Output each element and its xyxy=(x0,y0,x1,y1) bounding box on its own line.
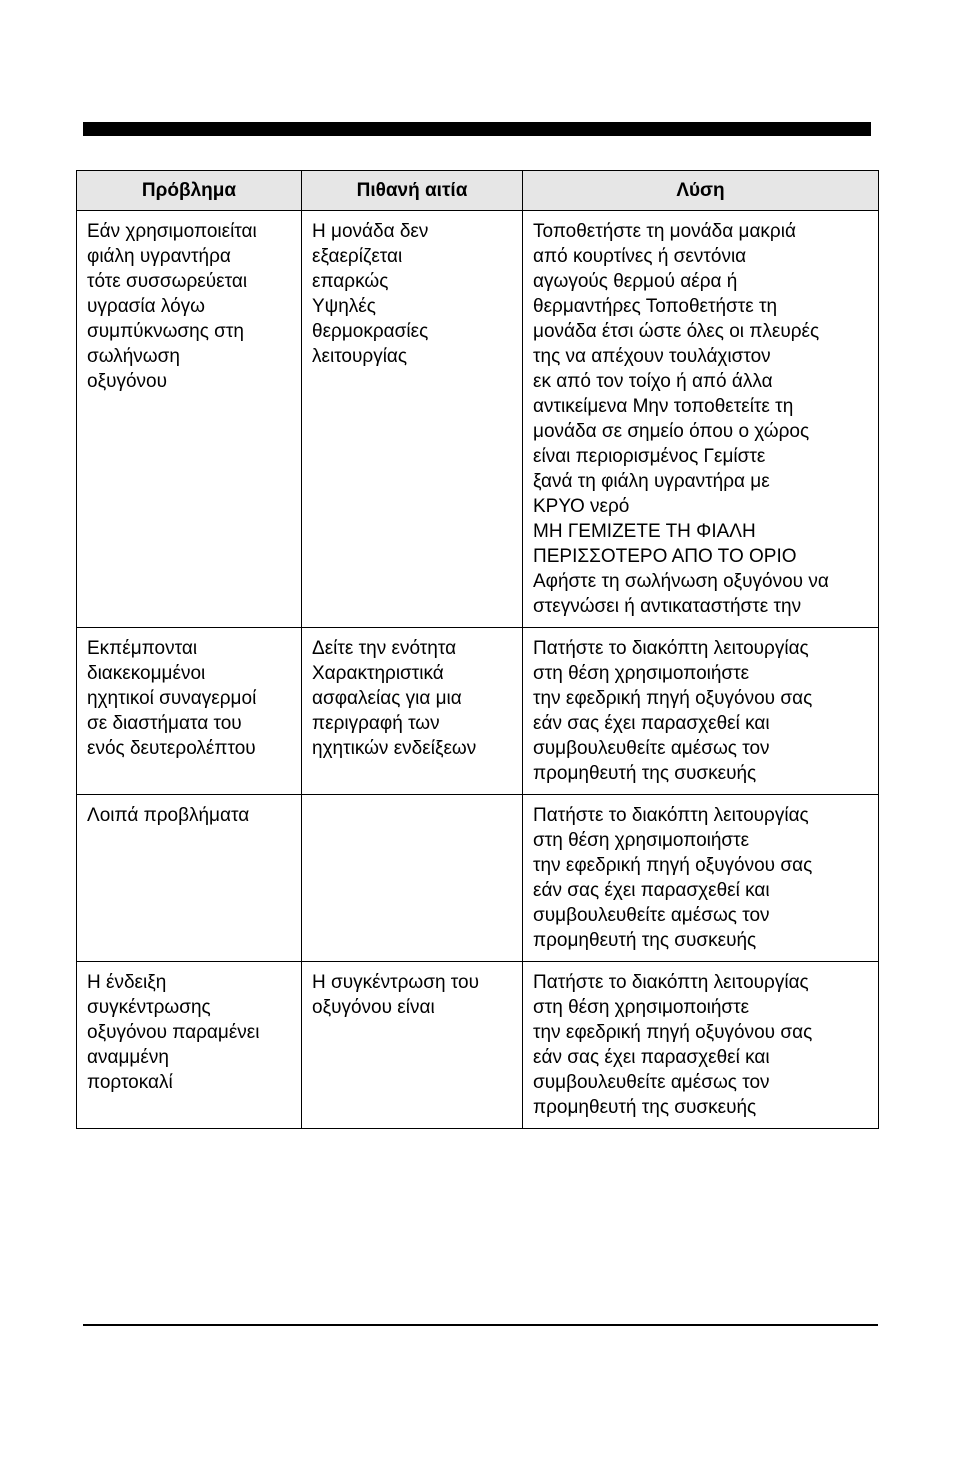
solution-cell: Πατήστε το διακόπτη λειτουργίας στη θέση χρησιμοποιήστε την εφεδρική πηγή οξυγόνου σας εάν σας έχει παρασχεθεί και συμβουλευθείτε αμέσως τον προμηθευτή της συσκευής xyxy=(523,962,879,1129)
header-problem: Πρόβλημα xyxy=(77,171,302,211)
cause-cell: Δείτε την ενότητα Χαρακτηριστικά ασφαλείας για μια περιγραφή των ηχητικών ενδείξεων xyxy=(302,628,523,795)
troubleshooting-table xyxy=(76,170,879,1129)
solution-cell: Τοποθετήστε τη μονάδα μακριά από κουρτίνες ή σεντόνια αγωγούς θερμού αέρα ή θερμαντήρες Τοποθετήστε τη μονάδα έτσι ώστε όλες οι πλευρές της να απέχουν τουλάχιστον εκ από τον τοίχο ή από άλλα αντικείμενα Μην τοποθετείτε τη μονάδα σε σημείο όπου ο χώρος είναι περιορισμένος Γεμίστε ξανά τη φιάλη υγραντήρα με ΚΡΥΟ νερό ΜΗ ΓΕΜΙΖΕΤΕ ΤΗ ΦΙΑΛΗ ΠΕΡΙΣΣΟΤΕΡΟ ΑΠΟ ΤΟ ΟΡΙΟ Αφήστε τη σωλήνωση οξυγόνου να στεγνώσει ή αντικαταστήστε την xyxy=(523,211,879,628)
table-row xyxy=(77,962,879,1129)
solution-cell: Πατήστε το διακόπτη λειτουργίας στη θέση χρησιμοποιήστε την εφεδρική πηγή οξυγόνου σας εάν σας έχει παρασχεθεί και συμβουλευθείτε αμέσως τον προμηθευτή της συσκευής xyxy=(523,795,879,962)
cause-cell xyxy=(302,795,523,962)
table-header-row xyxy=(77,171,879,211)
problem-cell: Εκπέμπονται διακεκομμένοι ηχητικοί συναγερμοί σε διαστήματα του ενός δευτερολέπτου xyxy=(77,628,302,795)
problem-cell: Η ένδειξη συγκέντρωσης οξυγόνου παραμένει αναμμένη πορτοκαλί xyxy=(77,962,302,1129)
problem-cell: Εάν χρησιμοποιείται φιάλη υγραντήρα τότε συσσωρεύεται υγρασία λόγω συμπύκνωσης στη σωλήνωση οξυγόνου xyxy=(77,211,302,628)
table-row xyxy=(77,795,879,962)
footer-rule xyxy=(83,1324,878,1326)
cause-cell: Η συγκέντρωση του οξυγόνου είναι xyxy=(302,962,523,1129)
header-solution: Λύση xyxy=(523,171,879,211)
table-row xyxy=(77,628,879,795)
table-row xyxy=(77,211,879,628)
top-header-bar xyxy=(83,122,871,136)
cause-cell: Η μονάδα δεν εξαερίζεται επαρκώς Υψηλές θερμοκρασίες λειτουργίας xyxy=(302,211,523,628)
solution-cell: Πατήστε το διακόπτη λειτουργίας στη θέση χρησιμοποιήστε την εφεδρική πηγή οξυγόνου σας εάν σας έχει παρασχεθεί και συμβουλευθείτε αμέσως τον προμηθευτή της συσκευής xyxy=(523,628,879,795)
header-cause: Πιθανή αιτία xyxy=(302,171,523,211)
problem-cell: Λοιπά προβλήματα xyxy=(77,795,302,962)
